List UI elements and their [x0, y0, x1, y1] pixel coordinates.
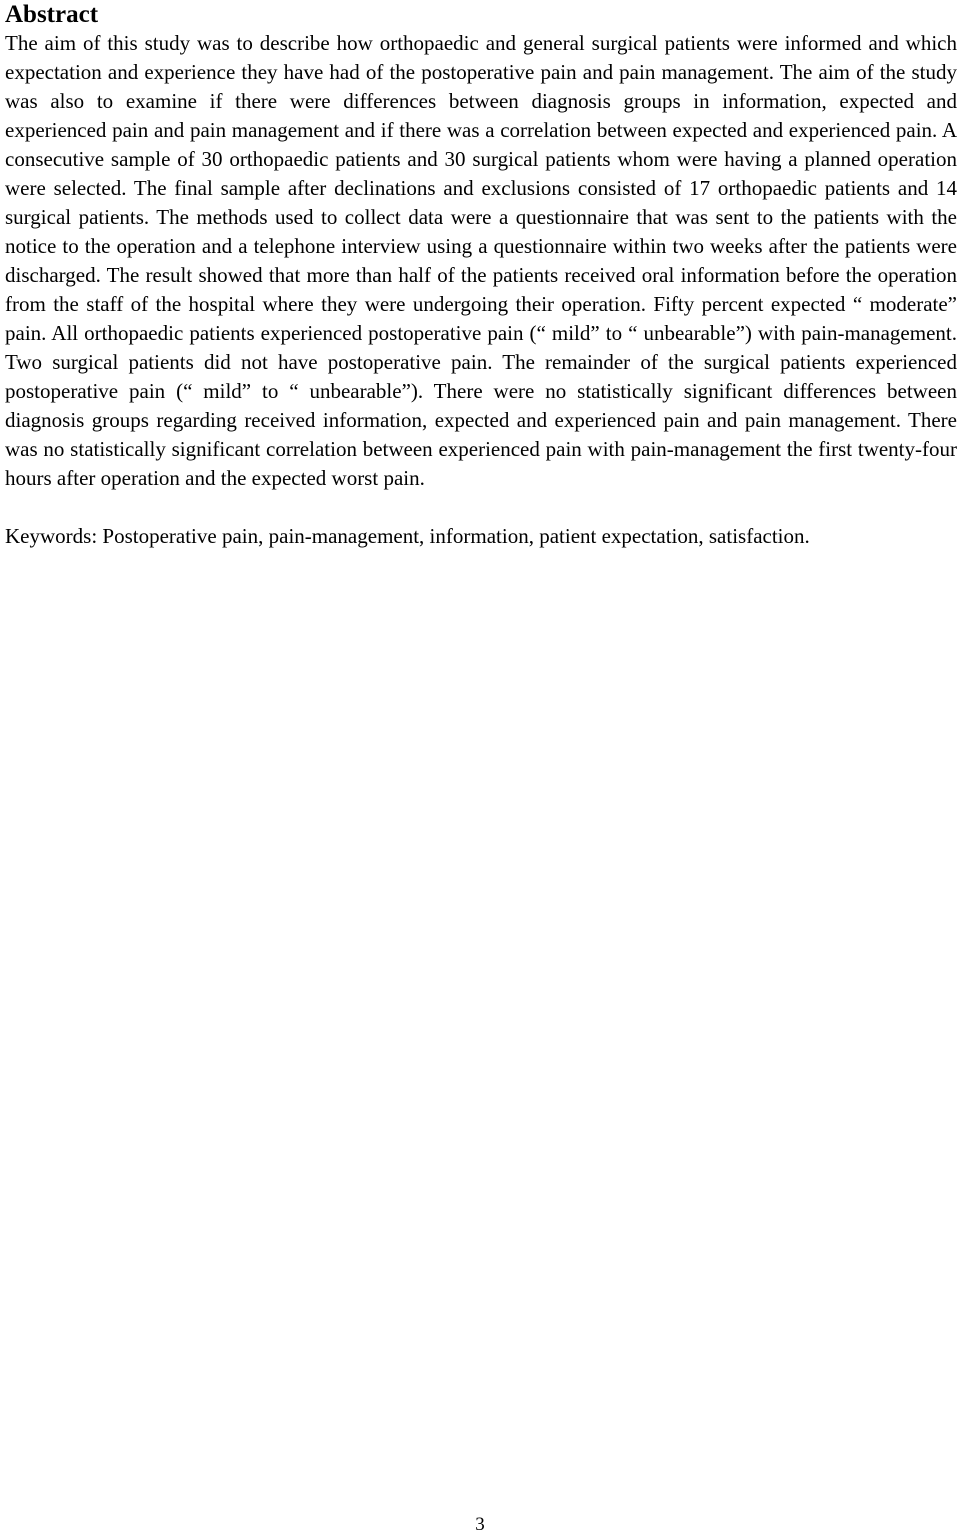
keywords-paragraph: Keywords: Postoperative pain, pain-management, information, patient expectation, satisfaction. [5, 524, 810, 548]
page-number: 3 [475, 1514, 485, 1535]
abstract-heading: Abstract [5, 1, 99, 28]
abstract-paragraph: The aim of this study was to describe how orthopaedic and general surgical patients were informed and which expectation and experience they have had of the postoperative pain and pain management. The aim of the study was also to examine if there were differences between diagnosis groups in information, expected and experienced pain and pain management and if there was a correlation between expected and experienced pain. A consecutive sample of 30 orthopaedic patients and 30 surgical patients whom were having a planned operation were selected. The final sample after declinations and exclusions consisted of 17 orthopaedic patients and 14 surgical patients. The methods used to collect data were a questionnaire that was sent to the patients with the notice to the operation and a telephone interview using a questionnaire within two weeks after the patients were discharged. The result showed that more than half of the patients received oral information before the operation from the staff of the hospital where they were undergoing their operation. Fifty percent expected “ moderate” pain. All orthopaedic patients experienced postoperative pain (“ mild” to “ unbearable”) with pain-management. Two surgical patients did not have postoperative pain. The remainder of the surgical patients experienced postoperative pain (“ mild” to “ unbearable”). There were no statistically significant differences between diagnosis groups regarding received information, expected and experienced pain and pain management. There was no statistically significant correlation between experienced pain with pain-management the first twenty-four hours after operation and the expected worst pain. [5, 31, 957, 490]
document-page [5, 0, 957, 551]
